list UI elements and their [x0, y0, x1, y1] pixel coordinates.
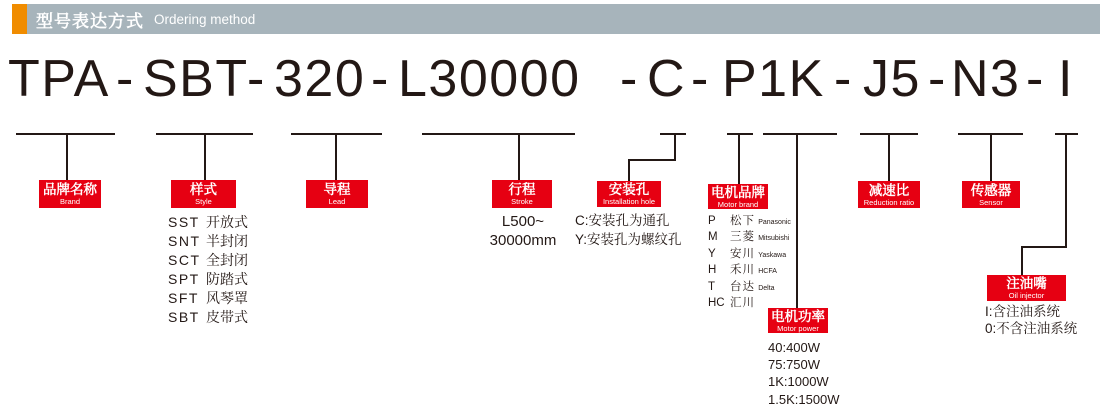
model-segment-style: SBT — [143, 50, 249, 108]
callout-sensor-en: Sensor — [979, 197, 1003, 207]
callout-stroke-cn: 行程 — [508, 182, 536, 197]
list-item: C:安装孔为通孔 — [575, 213, 670, 228]
motor-power-options-list — [768, 339, 840, 408]
callout-style-cn: 样式 — [190, 182, 217, 197]
list-item: SCT 全封闭 — [168, 251, 248, 268]
connector-elbow-install — [628, 159, 676, 161]
callout-lead-cn: 导程 — [323, 182, 351, 197]
list-item: I:含注油系统 — [985, 304, 1061, 319]
connector-tick-stroke — [518, 133, 520, 180]
connector-tick-oil-down — [1065, 133, 1067, 248]
model-segment-stroke: L30000 — [398, 50, 581, 108]
motor-brand-options-list — [708, 214, 791, 312]
list-item: 0:不含注油系统 — [985, 321, 1078, 336]
callout-motor-brand — [708, 184, 768, 209]
callout-reduction-en: Reduction ratio — [863, 197, 915, 207]
list-item: SBT 皮带式 — [168, 308, 248, 325]
style-options-list — [168, 213, 248, 326]
callout-stroke-en: Stroke — [511, 197, 533, 206]
list-item: H 禾川 HCFA — [708, 264, 777, 277]
connector-elbow-oil — [1021, 246, 1067, 248]
list-item: 1K:1000W — [768, 374, 829, 390]
model-segment-sensor: N3 — [951, 50, 1021, 108]
list-item: 40:400W — [768, 340, 821, 355]
list-item: T 台达 Delta — [708, 280, 775, 293]
install-options-list — [575, 212, 682, 249]
callout-stroke — [492, 180, 552, 208]
stroke-range-line1: L500~ — [501, 213, 545, 230]
model-dash: - — [928, 50, 947, 108]
callout-brand — [39, 180, 101, 208]
callout-oil-cn: 注油嘴 — [1006, 276, 1047, 291]
list-item: SPT 防踏式 — [168, 270, 248, 287]
model-dash: - — [1026, 50, 1045, 108]
list-item: P 松下 Panasonic — [708, 215, 791, 227]
list-item: SNT 半封闭 — [168, 232, 248, 249]
header-title-en: Ordering method — [154, 11, 256, 27]
model-dash: - — [371, 50, 390, 108]
callout-oil-en: Oil injector — [1008, 291, 1045, 300]
model-dash: - — [247, 50, 266, 108]
stroke-range-line2: 30000mm — [489, 232, 557, 249]
connector-tick-install-down — [674, 133, 676, 161]
connector-bar-stroke — [422, 133, 575, 135]
model-segment-motor-power: P1K — [722, 50, 825, 108]
header-bar — [12, 4, 1100, 34]
callout-lead — [306, 180, 368, 208]
model-segment-install: C — [647, 50, 687, 108]
callout-motor-brand-cn: 电机品牌 — [711, 184, 765, 200]
callout-reduction-cn: 减速比 — [868, 182, 910, 198]
model-segment-reduction: J5 — [863, 50, 921, 108]
model-dash: - — [834, 50, 853, 108]
callout-oil — [987, 275, 1066, 301]
callout-install-cn: 安装孔 — [608, 182, 650, 197]
connector-tick-reduction — [888, 133, 890, 182]
connector-tick-style — [204, 133, 206, 180]
connector-tick-sensor — [990, 133, 992, 182]
list-item: SFT 风琴罩 — [168, 289, 248, 306]
model-segment-lead: 320 — [274, 50, 366, 108]
connector-bar-install — [660, 133, 686, 135]
connector-tick-motor-power — [796, 133, 798, 308]
list-item: M 三菱 Mitsubishi — [708, 231, 790, 244]
callout-sensor — [962, 181, 1020, 208]
list-item: Y 安川 Yaskawa — [708, 247, 787, 260]
callout-motor-power-en: Motor power — [777, 323, 819, 333]
callout-style — [171, 180, 236, 208]
list-item: Y:安装孔为螺纹孔 — [575, 231, 682, 247]
connector-bar-motor-power — [763, 133, 837, 135]
connector-tick-brand — [66, 133, 68, 180]
model-dash: - — [691, 50, 710, 108]
connector-tick-install-label — [628, 159, 630, 182]
callout-brand-cn: 品牌名称 — [43, 182, 97, 197]
model-dash: - — [620, 50, 639, 108]
connector-tick-lead — [335, 133, 337, 180]
list-item: 1.5K:1500W — [768, 391, 840, 407]
model-dash: - — [116, 50, 135, 108]
callout-install — [597, 181, 661, 207]
callout-sensor-cn: 传感器 — [970, 182, 1012, 198]
callout-motor-power-cn: 电机功率 — [771, 308, 825, 324]
list-item: HC 汇川 — [708, 297, 755, 310]
connector-tick-motor-brand — [738, 133, 740, 185]
callout-install-en: Installation hole — [602, 197, 656, 206]
callout-style-en: Style — [195, 197, 212, 206]
callout-reduction — [858, 181, 920, 208]
model-segment-brand: TPA — [8, 50, 110, 108]
connector-bar-motor-brand — [727, 133, 753, 135]
callout-brand-en: Brand — [59, 197, 80, 206]
stroke-range — [483, 212, 563, 250]
connector-tick-oil-label — [1021, 246, 1023, 276]
callout-motor-brand-en: Motor brand — [717, 199, 759, 209]
header-orange-marker — [12, 4, 27, 34]
oil-injector-options-list — [985, 303, 1077, 337]
model-segment-oil: I — [1058, 50, 1074, 108]
callout-lead-en: Lead — [328, 197, 346, 206]
list-item: SST 开放式 — [168, 214, 248, 230]
list-item: 75:750W — [768, 357, 821, 373]
header-title-cn: 型号表达方式 — [36, 11, 144, 31]
